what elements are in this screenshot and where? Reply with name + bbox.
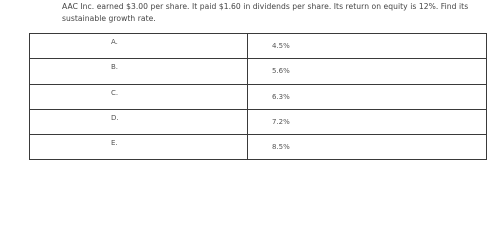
option-letter: E. [111, 139, 118, 148]
option-value: 5.6% [272, 67, 290, 76]
option-value: 8.5% [272, 143, 290, 152]
option-letter: B. [111, 63, 119, 72]
option-value-cell[interactable] [248, 135, 487, 160]
option-row-e[interactable] [30, 135, 487, 160]
option-letter-cell[interactable] [30, 59, 248, 84]
option-letter-cell[interactable] [30, 34, 248, 59]
option-letter-cell[interactable] [30, 109, 248, 134]
option-row-d[interactable] [30, 109, 487, 134]
question-text [62, 1, 498, 25]
option-value: 4.5% [272, 42, 290, 51]
option-value-cell[interactable] [248, 84, 487, 109]
option-letter-cell[interactable] [30, 84, 248, 109]
option-letter: A. [111, 38, 118, 47]
option-letter: C. [111, 88, 119, 97]
option-row-b[interactable] [30, 59, 487, 84]
option-letter: D. [111, 114, 119, 123]
option-value-cell[interactable] [248, 109, 487, 134]
answer-options-table [29, 33, 487, 160]
option-value-cell[interactable] [248, 59, 487, 84]
question-line-2: sustainable growth rate. [62, 14, 156, 23]
option-row-a[interactable] [30, 34, 487, 59]
option-letter-cell[interactable] [30, 135, 248, 160]
option-row-c[interactable] [30, 84, 487, 109]
option-value: 6.3% [272, 92, 290, 101]
option-value-cell[interactable] [248, 34, 487, 59]
question-line-1: AAC Inc. earned $3.00 per share. It paid $1.60 in dividends per share. Its return on equity is 12%. Find its [62, 2, 469, 11]
option-value: 7.2% [272, 118, 290, 127]
